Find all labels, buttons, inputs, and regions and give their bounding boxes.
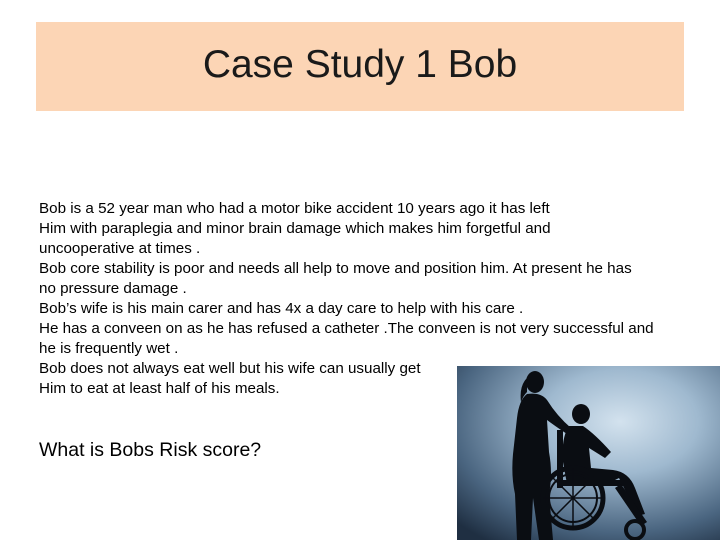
- woman-head: [526, 371, 544, 393]
- body-line: uncooperative at times .: [39, 240, 201, 257]
- body-line: Him to eat at least half of his meals.: [39, 380, 280, 397]
- body-line: He has a conveen on as he has refused a catheter .The conveen is not very successful and: [39, 320, 654, 337]
- risk-score-question: What is Bobs Risk score?: [39, 439, 262, 461]
- body-line: Him with paraplegia and minor brain damage which makes him forgetful and: [39, 220, 551, 237]
- body-line: he is frequently wet .: [39, 340, 179, 357]
- slide-title: Case Study 1 Bob: [202, 42, 518, 86]
- body-line: Bob’s wife is his main carer and has 4x a day care to help with his care .: [39, 300, 524, 317]
- wheelchair-silhouette-photo: [457, 366, 720, 540]
- body-line: Bob core stability is poor and needs all help to move and position him. At present he has: [39, 260, 632, 277]
- man-head: [572, 404, 590, 424]
- wheelchair-silhouette-image: [457, 366, 720, 540]
- title-banner: [36, 22, 684, 111]
- body-line: Bob is a 52 year man who had a motor bike accident 10 years ago it has left: [39, 200, 550, 217]
- body-line: no pressure damage .: [39, 280, 187, 297]
- body-line: Bob does not always eat well but his wife can usually get: [39, 360, 421, 377]
